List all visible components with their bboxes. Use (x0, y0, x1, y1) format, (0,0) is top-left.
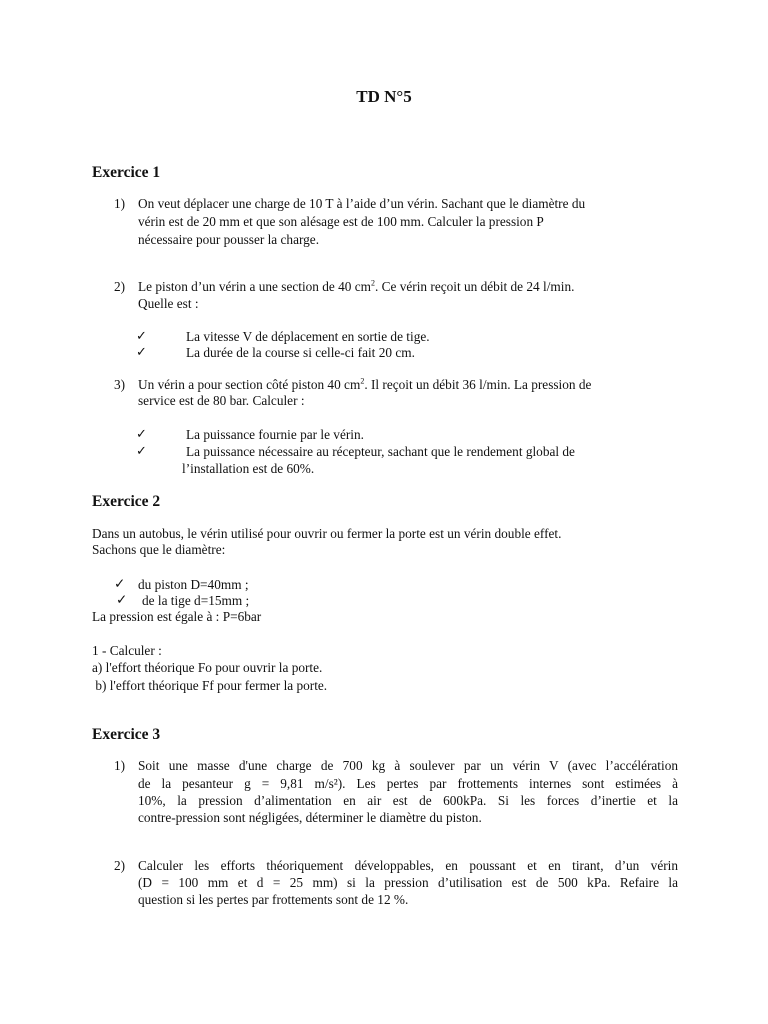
ex3-q1-line: contre-pression sont négligées, déterminer le diamètre du piston. (138, 810, 482, 825)
check-mark-icon: ✓ (116, 592, 128, 607)
ex3-q1-line: Soit une masse d'une charge de 700 kg à soulever par un vérin V (avec l’accélération (138, 758, 678, 773)
check-mark-icon: ✓ (136, 328, 147, 343)
exercise-3-heading: Exercice 3 (92, 726, 161, 743)
ex2-calc-label: 1 - Calculer : (92, 643, 162, 658)
ex1-q2-check-item: La durée de la course si celle-ci fait 20 cm. (186, 345, 415, 360)
ex1-q3-line: Un vérin a pour section côté piston 40 $cm^2$. Il reçoit un débit 36 l/min. La pression de (138, 376, 592, 392)
ex1-q1-number: 1) (114, 196, 126, 211)
ex1-q3-check-item: La puissance nécessaire au récepteur, sachant que le rendement global de (186, 444, 575, 459)
ex2-question-a: a) l'effort théorique Fo pour ouvrir la porte. (92, 660, 323, 675)
ex3-q2-line: (D = 100 mm et d = 25 mm) si la pression d’utilisation est de 500 kPa. Refaire la (138, 875, 678, 890)
page-title: TD N°5 (356, 87, 412, 106)
ex2-intro-line: Dans un autobus, le vérin utilisé pour ouvrir ou fermer la porte est un vérin double effet. (92, 526, 562, 541)
ex2-pressure: La pression est égale à : P=6bar (92, 609, 262, 624)
ex3-q1-line: de la pesanteur g = 9,81 m/s²). Les pertes par frottements internes sont estimées à (138, 776, 678, 791)
ex3-q1-line: 10%, la pression d’alimentation en air est de 600kPa. Si les forces d’inertie et la (138, 793, 678, 808)
ex3-q2-line: Calculer les efforts théoriquement développables, en poussant et en tirant, d’un vérin (138, 858, 678, 873)
ex1-q2-check-item: La vitesse V de déplacement en sortie de tige. (186, 329, 430, 344)
ex1-q3-line: service est de 80 bar. Calculer : (138, 393, 305, 408)
ex1-q1-line: On veut déplacer une charge de 10 T à l’aide d’un vérin. Sachant que le diamètre du (138, 196, 586, 211)
ex1-q3-check-item: La puissance fournie par le vérin. (186, 427, 364, 442)
ex3-q2-line: question si les pertes par frottements sont de 12 %. (138, 892, 409, 907)
check-mark-icon: ✓ (136, 443, 147, 458)
ex1-q2-line: Quelle est : (138, 296, 199, 311)
ex1-q3-number: 3) (114, 377, 126, 392)
ex2-question-b: b) l'effort théorique Ff pour fermer la porte. (92, 678, 328, 693)
ex2-check-item: de la tige d=15mm ; (142, 593, 250, 608)
ex1-q2-number: 2) (114, 279, 126, 294)
ex1-q2-line: Le piston d’un vérin a une section de 40 $cm^2$. Ce vérin reçoit un débit de 24 l/min. (138, 278, 575, 294)
ex3-q1-number: 1) (114, 758, 126, 773)
ex1-q3-check-item-continuation: l’installation est de 60%. (182, 461, 315, 476)
ex2-check-item: du piston D=40mm ; (138, 577, 249, 592)
check-mark-icon: ✓ (114, 576, 126, 591)
exercise-2-heading: Exercice 2 (92, 493, 161, 510)
ex1-q1-line: vérin est de 20 mm et que son alésage est de 100 mm. Calculer la pression P (138, 214, 544, 229)
check-mark-icon: ✓ (136, 344, 147, 359)
check-mark-icon: ✓ (136, 426, 147, 441)
ex3-q2-number: 2) (114, 858, 126, 873)
exercise-1-heading: Exercice 1 (92, 164, 161, 181)
ex2-intro-line: Sachons que le diamètre: (92, 542, 226, 557)
ex1-q1-line: nécessaire pour pousser la charge. (138, 232, 320, 247)
